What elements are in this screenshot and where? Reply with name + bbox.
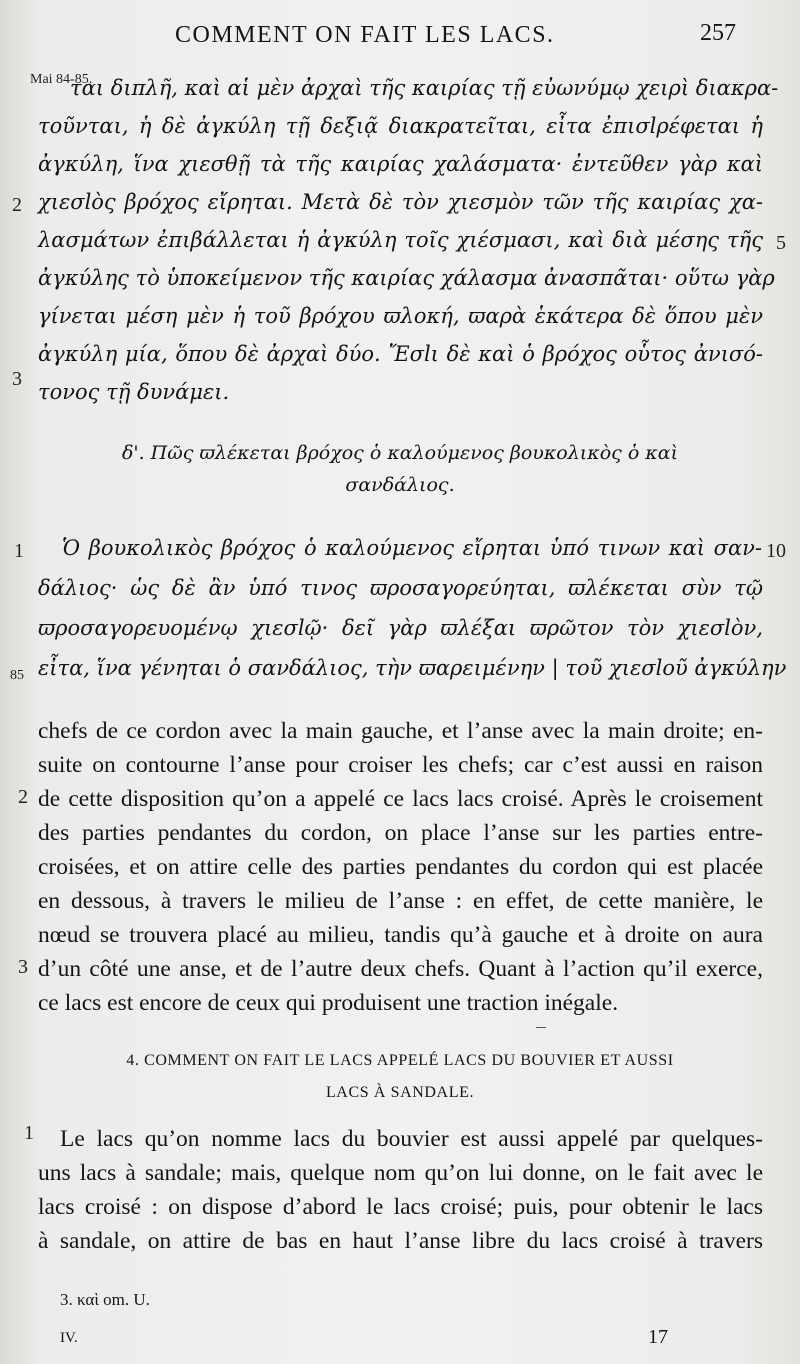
french-line: ce lacs est encore de ceux qui produisent une traction inégale. <box>38 990 619 1016</box>
margin-source-ref: Mai 84-85. <box>30 72 93 87</box>
greek-section-heading: δ'. Πῶς ϖλέκεται βρόχος ὁ καλούμενος βουκολικὸς ὁ καὶ <box>121 442 679 464</box>
page-number: 257 <box>700 20 736 46</box>
greek-line: γίνεται μέση μὲν ἡ τοῦ βρόχου ϖλοκή, ϖαρὰ ἑκάτερα δὲ ὅπου μὲν <box>38 304 763 328</box>
french-line: uns lacs à sandale; mais, quelque nom qu’on lui donne, on le fait avec le <box>38 1160 763 1186</box>
greek-line: ἀγκύλη μία, ὅπου δὲ ἀρχαὶ δύο. Ἔσlι δὲ καὶ ὁ βρόχος οὗτος ἀνισό- <box>38 342 763 366</box>
margin-line-number: 1 <box>24 1122 34 1144</box>
running-head <box>0 18 800 58</box>
french-section-heading: LACS À SANDALE. <box>325 1084 475 1101</box>
greek-line: τοῦνται, ἡ δὲ ἀγκύλη τῇ δεξιᾷ διακρατεῖται, εἶτα ἐπισlρέφεται ἡ <box>38 114 763 138</box>
margin-line-number: 1 <box>14 540 24 562</box>
greek-line: εἶτα, ἵνα γένηται ὁ σανδάλιος, τὴν ϖαρειμένην | τοῦ χιεσlοῦ ἀγκύλην <box>38 656 787 680</box>
running-head-title: COMMENT ON FAIT LES LACS. <box>175 22 555 48</box>
signature-mark: IV. <box>60 1330 78 1346</box>
greek-line: ἀγκύλης τὸ ὑποκείμενον τῆς καιρίας χάλασμα ἀνασπᾶται· οὕτω γὰρ <box>38 266 775 290</box>
margin-line-number: 3 <box>12 368 22 390</box>
footnote: 3. καὶ om. U. <box>60 1290 150 1309</box>
french-line: suite on contourne l’anse pour croiser les chefs; car c’est aussi en raison <box>38 752 763 778</box>
greek-line: χιεσlὸς βρόχος εἴρηται. Μετὰ δὲ τὸν χιεσμὸν τῶν τῆς καιρίας χα- <box>38 190 763 214</box>
french-line: croisées, et on attire celle des parties pendantes du cordon qui est placée <box>38 854 763 880</box>
french-section-heading: 4. COMMENT ON FAIT LE LACS APPELÉ LACS DU BOUVIER ET AUSSI <box>126 1052 674 1069</box>
greek-line: ἀγκύλη, ἵνα χιεσθῇ τὰ τῆς καιρίας χαλάσματα· ἐντεῦθεν γὰρ καὶ <box>38 152 763 176</box>
margin-line-number-right: 5 <box>776 232 786 254</box>
section-divider <box>536 1027 546 1028</box>
french-line: des parties pendantes du cordon, on place l’anse sur les parties entre- <box>38 820 763 846</box>
margin-line-number: 2 <box>12 194 22 216</box>
french-line: à sandale, on attire de bas en haut l’anse libre du lacs croisé à travers <box>38 1228 763 1254</box>
french-line: en dessous, à travers le milieu de l’anse : en effet, de cette manière, le <box>38 888 763 914</box>
margin-line-number: 2 <box>18 786 28 808</box>
greek-line: ται διπλῆ, καὶ αἱ μὲν ἀρχαὶ τῆς καιρίας τῇ εὐωνύμῳ χειρὶ διακρα- <box>70 76 779 100</box>
greek-line: τονος τῇ δυνάμει. <box>38 380 230 404</box>
margin-line-number: 3 <box>18 956 28 978</box>
greek-section-heading: σανδάλιος. <box>345 474 455 496</box>
greek-line: δάλιος· ὡς δὲ ἂν ὑπό τινος ϖροσαγορεύηται, ϖλέκεται σὺν τῷ <box>38 576 763 600</box>
french-line: d’un côté une anse, et de l’autre deux chefs. Quant à l’action qu’il exerce, <box>38 956 763 982</box>
french-line: lacs croisé : on dispose d’abord le lacs croisé; puis, pour obtenir le lacs <box>38 1194 763 1220</box>
french-line: de cette disposition qu’on a appelé ce lacs lacs croisé. Après le croisement <box>38 786 763 812</box>
greek-line: ϖροσαγορευομένῳ χιεσlῷ· δεῖ γὰρ ϖλέξαι ϖρῶτον τὸν χιεσlὸν, <box>38 616 763 640</box>
french-line: nœud se trouvera placé au milieu, tandis qu’à gauche et à droite on aura <box>38 922 763 948</box>
gathering-number: 17 <box>648 1326 668 1348</box>
greek-line: Ὁ βουκολικὸς βρόχος ὁ καλούμενος εἴρηται ὑπό τινων καὶ σαν- <box>62 536 762 560</box>
margin-line-number-right: 10 <box>766 540 786 562</box>
margin-ms-ref: 85 <box>10 668 24 683</box>
french-line: Le lacs qu’on nomme lacs du bouvier est aussi appelé par quelques- <box>60 1126 763 1152</box>
greek-line: λασμάτων ἐπιβάλλεται ἡ ἀγκύλη τοῖς χιέσμασι, καὶ διὰ μέσης τῆς <box>38 228 763 252</box>
french-line: chefs de ce cordon avec la main gauche, et l’anse avec la main droite; en- <box>38 718 763 744</box>
